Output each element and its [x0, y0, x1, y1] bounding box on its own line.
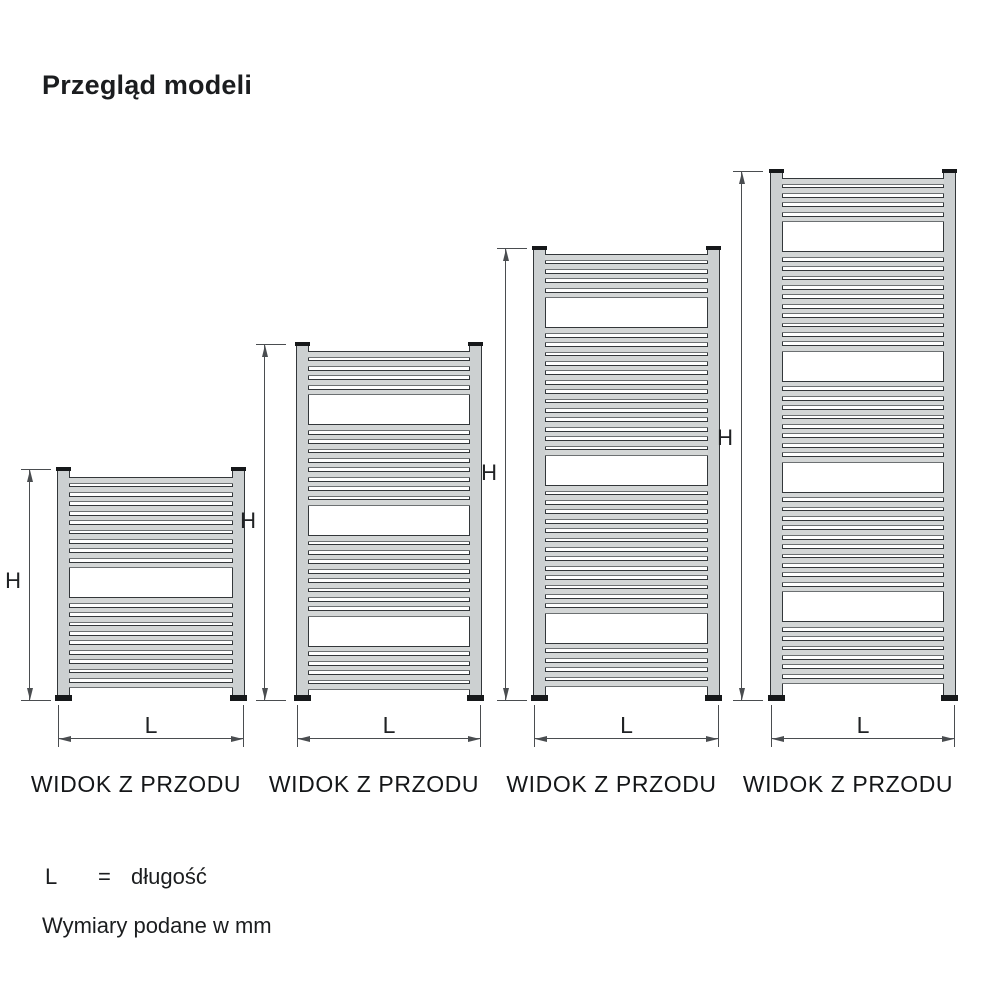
rung — [782, 678, 944, 685]
rung — [545, 551, 708, 558]
rung — [545, 384, 708, 391]
rung — [69, 552, 233, 559]
l-arrow-left — [59, 736, 71, 742]
page-title: Przegląd modeli — [42, 70, 253, 100]
legend-symbol: L — [45, 864, 58, 889]
rung — [545, 431, 708, 438]
legend-equals-sign: = — [98, 864, 111, 889]
rung — [782, 659, 944, 666]
rung — [782, 326, 944, 333]
rung — [782, 586, 944, 593]
rung — [308, 490, 470, 497]
rung — [782, 409, 944, 416]
l-arrow-right — [706, 736, 718, 742]
h-dimension-line — [29, 469, 30, 700]
rung — [545, 570, 708, 577]
rung — [308, 591, 470, 598]
rung — [545, 402, 708, 409]
front-view-caption: WIDOK Z PRZODU — [742, 771, 954, 797]
rung — [782, 437, 944, 444]
rung — [69, 672, 233, 679]
tube-top-cap — [295, 342, 310, 346]
rung — [545, 643, 708, 650]
h-dimension-label: H — [481, 460, 497, 485]
rung — [545, 292, 708, 299]
rung — [545, 337, 708, 344]
rung — [782, 289, 944, 296]
rung — [545, 607, 708, 614]
h-dimension-line — [741, 171, 742, 700]
h-dimension-line — [505, 248, 506, 700]
l-arrow-right — [942, 736, 954, 742]
rung — [782, 308, 944, 315]
h-arrow-down — [262, 688, 268, 700]
rung — [545, 680, 708, 687]
tube-top-cap — [231, 467, 246, 471]
h-extension-line-bottom — [733, 700, 763, 701]
rung — [782, 187, 944, 194]
l-arrow-left — [298, 736, 310, 742]
rung — [545, 355, 708, 362]
tube-top-cap — [532, 246, 547, 250]
tube-foot — [768, 695, 785, 701]
rung — [782, 336, 944, 343]
h-arrow-up — [27, 470, 33, 482]
h-arrow-up — [739, 172, 745, 184]
rung — [782, 206, 944, 213]
rung — [545, 282, 708, 289]
rung — [545, 598, 708, 605]
rung — [782, 197, 944, 204]
collector-tube-right — [469, 343, 482, 698]
rung — [69, 597, 233, 604]
rung — [69, 635, 233, 642]
l-extension-line-right — [243, 705, 244, 747]
rung — [69, 654, 233, 661]
rung — [782, 557, 944, 564]
h-extension-line-bottom — [256, 700, 286, 701]
rung — [545, 485, 708, 492]
rung — [308, 665, 470, 672]
rung — [308, 582, 470, 589]
l-dimension-line — [772, 738, 954, 739]
rung — [308, 471, 470, 478]
rung — [782, 345, 944, 352]
rung — [782, 668, 944, 675]
rung — [69, 682, 233, 689]
rung — [782, 251, 944, 258]
rung — [308, 370, 470, 377]
rung — [782, 317, 944, 324]
rung — [545, 494, 708, 501]
rung — [782, 621, 944, 628]
rung — [69, 607, 233, 614]
tube-foot — [294, 695, 311, 701]
rung — [545, 393, 708, 400]
rung — [545, 588, 708, 595]
rung — [782, 456, 944, 463]
rung — [545, 263, 708, 270]
rung — [545, 273, 708, 280]
h-arrow-up — [262, 345, 268, 357]
legend-definition-text: długość — [131, 864, 207, 889]
l-dimension-line — [535, 738, 718, 739]
rung — [69, 616, 233, 623]
rung — [782, 381, 944, 388]
rung — [782, 520, 944, 527]
l-arrow-left — [535, 736, 547, 742]
collector-tube-right — [707, 247, 720, 698]
rung — [308, 610, 470, 617]
front-view-caption: WIDOK Z PRZODU — [268, 771, 480, 797]
rung — [69, 524, 233, 531]
h-dimension-label: H — [5, 568, 21, 593]
rung — [545, 662, 708, 669]
rung — [308, 443, 470, 450]
tube-foot — [55, 695, 72, 701]
tube-foot — [230, 695, 247, 701]
rung — [308, 389, 470, 396]
rung — [308, 554, 470, 561]
rung — [782, 447, 944, 454]
l-extension-line-right — [480, 705, 481, 747]
rung — [308, 462, 470, 469]
collector-tube-right — [232, 468, 245, 698]
rung — [308, 655, 470, 662]
rung — [782, 567, 944, 574]
rung — [308, 379, 470, 386]
rung — [308, 452, 470, 459]
rung — [782, 298, 944, 305]
rung — [782, 279, 944, 286]
l-dimension-label: L — [382, 712, 396, 738]
l-extension-line-right — [718, 705, 719, 747]
tube-top-cap — [769, 169, 784, 173]
l-dimension-line — [298, 738, 480, 739]
l-dimension-line — [59, 738, 243, 739]
rung — [545, 412, 708, 419]
rung — [69, 496, 233, 503]
l-dimension-label: L — [144, 712, 158, 738]
rung — [308, 424, 470, 431]
h-extension-line-top — [733, 171, 763, 172]
rung — [308, 499, 470, 506]
front-view-caption: WIDOK Z PRZODU — [506, 771, 717, 797]
l-dimension-label: L — [620, 712, 633, 738]
rung — [782, 548, 944, 555]
rung — [782, 640, 944, 647]
rung — [308, 573, 470, 580]
rung — [308, 674, 470, 681]
rung — [545, 440, 708, 447]
rung — [69, 486, 233, 493]
rung — [545, 374, 708, 381]
rung — [782, 418, 944, 425]
rung — [69, 625, 233, 632]
rung — [545, 652, 708, 659]
tube-foot — [705, 695, 722, 701]
rung — [782, 539, 944, 546]
rung — [545, 523, 708, 530]
rung — [308, 544, 470, 551]
rung — [782, 261, 944, 268]
rung — [545, 504, 708, 511]
l-arrow-right — [231, 736, 243, 742]
rung — [69, 505, 233, 512]
front-view-caption: WIDOK Z PRZODU — [30, 771, 242, 797]
rung — [545, 449, 708, 456]
rung — [545, 421, 708, 428]
rung — [308, 601, 470, 608]
tube-top-cap — [706, 246, 721, 250]
rung — [782, 576, 944, 583]
l-extension-line-right — [954, 705, 955, 747]
rung — [545, 560, 708, 567]
rung — [69, 644, 233, 651]
collector-tube-left — [296, 343, 309, 698]
h-arrow-down — [739, 688, 745, 700]
tube-foot — [467, 695, 484, 701]
rung — [545, 365, 708, 372]
l-arrow-left — [772, 736, 784, 742]
l-arrow-right — [468, 736, 480, 742]
tube-top-cap — [468, 342, 483, 346]
tube-top-cap — [942, 169, 957, 173]
h-dimension-label: H — [240, 508, 256, 533]
tube-top-cap — [56, 467, 71, 471]
rung — [782, 501, 944, 508]
rung — [308, 481, 470, 488]
rung — [782, 631, 944, 638]
rung — [782, 510, 944, 517]
rung — [782, 649, 944, 656]
h-arrow-up — [503, 249, 509, 261]
rung — [308, 434, 470, 441]
rung — [69, 533, 233, 540]
rung — [69, 663, 233, 670]
h-arrow-down — [27, 688, 33, 700]
rung — [545, 579, 708, 586]
rung — [545, 513, 708, 520]
legend-length-definition — [45, 864, 207, 890]
rung — [782, 178, 944, 185]
rung — [545, 327, 708, 334]
rung — [308, 360, 470, 367]
h-arrow-down — [503, 688, 509, 700]
rung — [545, 541, 708, 548]
rung — [782, 400, 944, 407]
h-extension-line-top — [256, 344, 286, 345]
rung — [69, 477, 233, 484]
rung — [782, 492, 944, 499]
collector-tube-right — [943, 170, 956, 698]
dimensions-note: Wymiary podane w mm — [42, 913, 272, 938]
rung — [782, 270, 944, 277]
collector-tube-left — [533, 247, 546, 698]
rung — [782, 428, 944, 435]
rung — [782, 216, 944, 223]
rung — [308, 563, 470, 570]
rung — [545, 254, 708, 261]
rung — [69, 543, 233, 550]
l-dimension-label: L — [856, 712, 870, 738]
rung — [308, 683, 470, 690]
h-extension-line-bottom — [497, 700, 527, 701]
rung — [69, 562, 233, 569]
rung — [308, 535, 470, 542]
rung — [308, 351, 470, 358]
h-extension-line-top — [21, 469, 51, 470]
rung — [782, 390, 944, 397]
h-dimension-line — [264, 344, 265, 700]
tube-foot — [531, 695, 548, 701]
rung — [69, 515, 233, 522]
h-dimension-label: H — [717, 425, 733, 450]
h-extension-line-bottom — [21, 700, 51, 701]
rung — [545, 532, 708, 539]
rung — [545, 671, 708, 678]
tube-foot — [941, 695, 958, 701]
h-extension-line-top — [497, 248, 527, 249]
rung — [308, 646, 470, 653]
rung — [782, 529, 944, 536]
rung — [545, 346, 708, 353]
